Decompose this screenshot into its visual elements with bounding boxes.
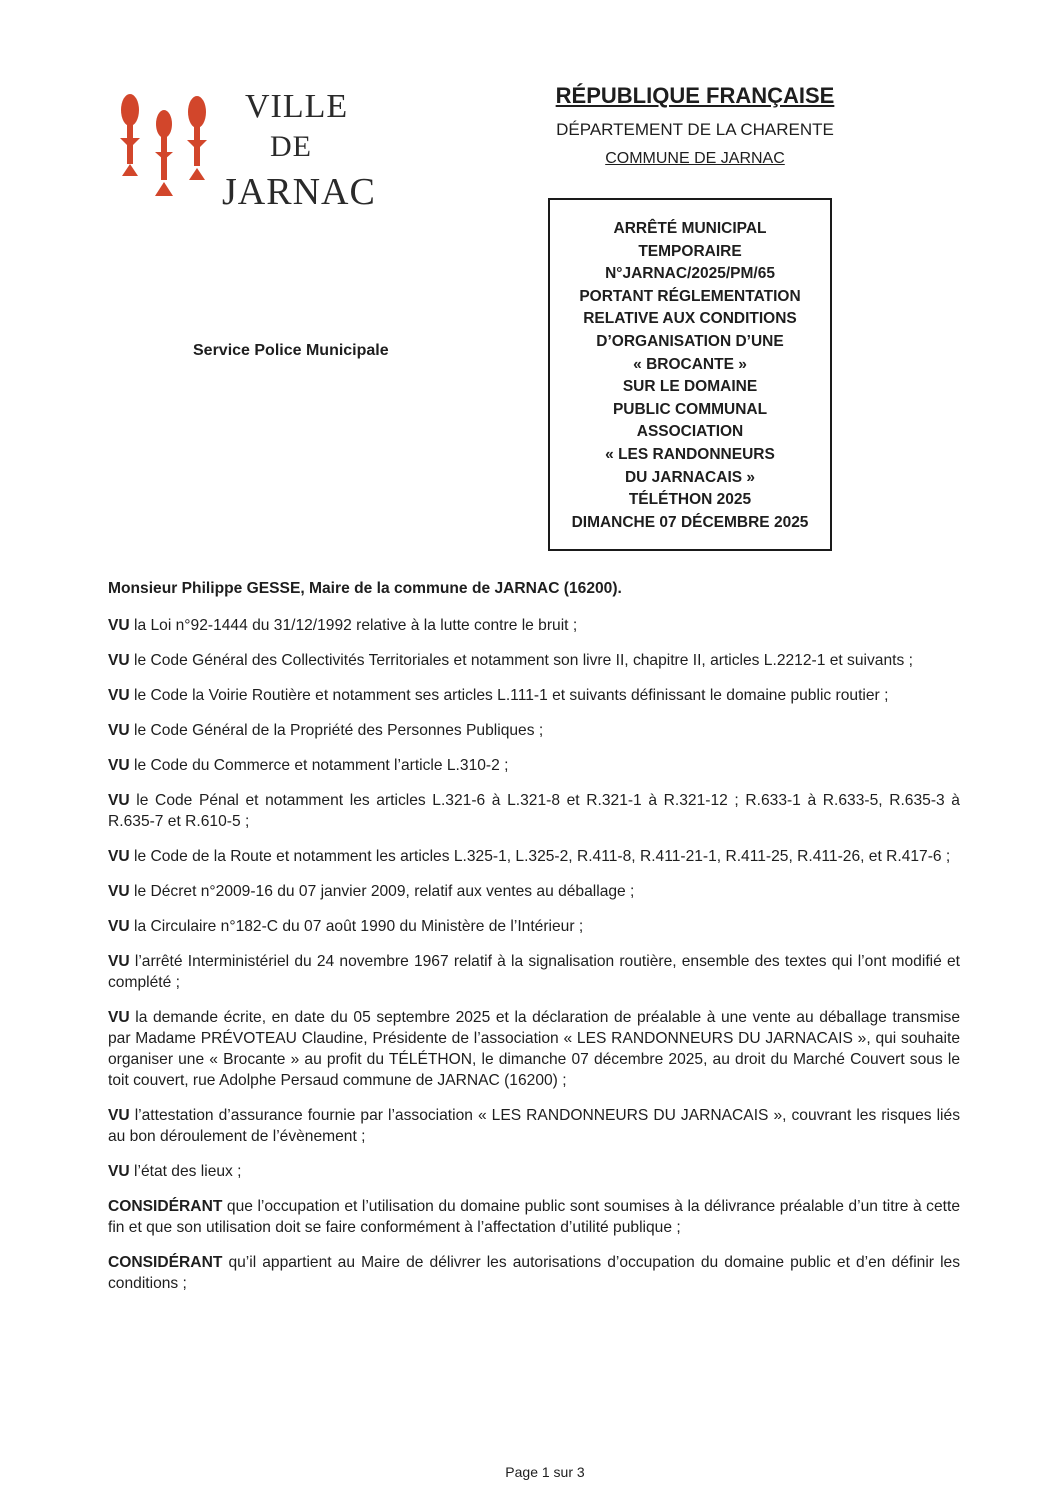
vu-text: le Code la Voirie Routière et notamment ses articles L.111-1 et suivants définissant le domaine public routier ; [134,687,889,704]
vu-keyword: VU [108,687,130,704]
vu-paragraph [108,685,960,706]
vu-keyword: VU [108,652,130,669]
jarnac-logo [112,88,392,238]
title-line: PUBLIC COMMUNAL [612,400,768,418]
vu-keyword: VU [108,1163,130,1180]
vu-keyword: VU [108,617,130,634]
title-line: SUR LE DOMAINE [622,378,758,396]
fish-emblem-icon [112,88,222,208]
header-block [530,82,860,170]
vu-text: le Code Général de la Propriété des Personnes Publiques ; [134,722,544,739]
logo-jarnac-text: JARNAC [222,171,376,213]
vu-text: l’attestation d’assurance fournie par l’association « LES RANDONNEURS DU JARNACAIS », couvrant les risques liés au bon déroulement de l’évènement ; [108,1107,960,1145]
title-line: TEMPORAIRE [638,242,742,260]
decree-title-box [548,198,832,551]
title-line: D’ORGANISATION D’UNE [596,332,784,350]
vu-text: le Code de la Route et notamment les articles L.325-1, L.325-2, R.411-8, R.411-21-1, R.411-25, R.411-26, et R.417-6 ; [134,848,951,865]
vu-paragraph [108,1105,960,1147]
vu-text: la demande écrite, en date du 05 septembre 2025 et la déclaration de préalable à une vente au déballage transmise par Madame PRÉVOTEAU Claudine, Présidente de l’association « LES RANDONNEURS DU JARNACAIS », qui souhaite organiser une « Brocante » au profit du TÉLÉTHON, le dimanche 07 décembre 2025, au droit du Marché Couvert sous le toit couvert, rue Adolphe Persaud commune de JARNAC (16200) ; [108,1009,961,1089]
vu-text: le Code Pénal et notamment les articles L.321-6 à L.321-8 et R.321-1 à R.321-12 ; R.633-1 à R.633-5, R.635-3 à R.635-7 et R.610-5 ; [108,792,960,830]
vu-keyword: VU [108,722,130,739]
vu-keyword: VU [108,918,130,935]
title-line: « LES RANDONNEURS [605,445,775,463]
title-line: DIMANCHE 07 DÉCEMBRE 2025 [571,513,809,531]
considerant-text: que l’occupation et l’utilisation du domaine public sont soumises à la délivrance préalable d’un titre à cette fin et que son utilisation doit se faire conformément à l’affectation d’utilité publique ; [108,1198,960,1236]
vu-keyword: VU [108,757,130,774]
mayor-intro: Monsieur Philippe GESSE, Maire de la commune de JARNAC (16200). [108,580,622,597]
title-line: ARRÊTÉ MUNICIPAL [613,220,767,237]
vu-text: le Décret n°2009-16 du 07 janvier 2009, relatif aux ventes au déballage ; [134,883,635,900]
vu-paragraph [108,790,960,832]
vu-keyword: VU [108,953,130,970]
page-number: Page 1 sur 3 [505,1464,585,1480]
vu-keyword: VU [108,1107,130,1124]
vu-paragraph [108,916,960,937]
considerant-paragraph [108,1252,960,1294]
vu-text: la Circulaire n°182-C du 07 août 1990 du Ministère de l’Intérieur ; [134,918,584,935]
logo-ville-text: VILLE [245,88,349,125]
vu-text: l’état des lieux ; [134,1163,242,1180]
vu-paragraph [108,951,960,993]
vu-paragraph [108,755,960,776]
vu-text: la Loi n°92-1444 du 31/12/1992 relative à la lutte contre le bruit ; [134,617,578,634]
considerant-keyword: CONSIDÉRANT [108,1198,223,1215]
document-body [108,578,960,1308]
considerant-keyword: CONSIDÉRANT [108,1254,223,1271]
service-label: Service Police Municipale [193,342,389,359]
commune-heading: COMMUNE DE JARNAC [605,150,785,167]
vu-keyword: VU [108,848,130,865]
logo-de-text: DE [270,130,312,163]
republic-heading: RÉPUBLIQUE FRANÇAISE [555,83,835,108]
title-line: PORTANT RÉGLEMENTATION [579,287,801,305]
title-line: ASSOCIATION [636,423,744,441]
title-line: « BROCANTE » [633,355,747,373]
vu-paragraph [108,881,960,902]
considerant-paragraph [108,1196,960,1238]
vu-paragraph [108,650,960,671]
department-heading: DÉPARTEMENT DE LA CHARENTE [556,120,834,139]
title-line: RELATIVE AUX CONDITIONS [583,310,797,328]
considerant-text: qu’il appartient au Maire de délivrer les autorisations d’occupation du domaine public et d’en définir les conditions ; [108,1254,960,1292]
title-line: N°JARNAC/2025/PM/65 [605,265,775,283]
vu-text: le Code Général des Collectivités Territoriales et notamment son livre II, chapitre II, articles L.2212-1 et suivants ; [134,652,913,669]
vu-text: le Code du Commerce et notamment l’article L.310-2 ; [134,757,509,774]
vu-paragraph [108,1161,960,1182]
vu-paragraph [108,1007,960,1091]
vu-keyword: VU [108,792,130,809]
vu-keyword: VU [108,1009,130,1026]
title-line: TÉLÉTHON 2025 [628,491,752,509]
vu-paragraph [108,615,960,636]
vu-keyword: VU [108,883,130,900]
vu-paragraph [108,846,960,867]
vu-paragraph [108,720,960,741]
title-line: DU JARNACAIS » [624,468,756,486]
vu-text: l’arrêté Interministériel du 24 novembre 1967 relatif à la signalisation routière, ensemble des textes qui l’ont modifié et complété ; [108,953,960,991]
